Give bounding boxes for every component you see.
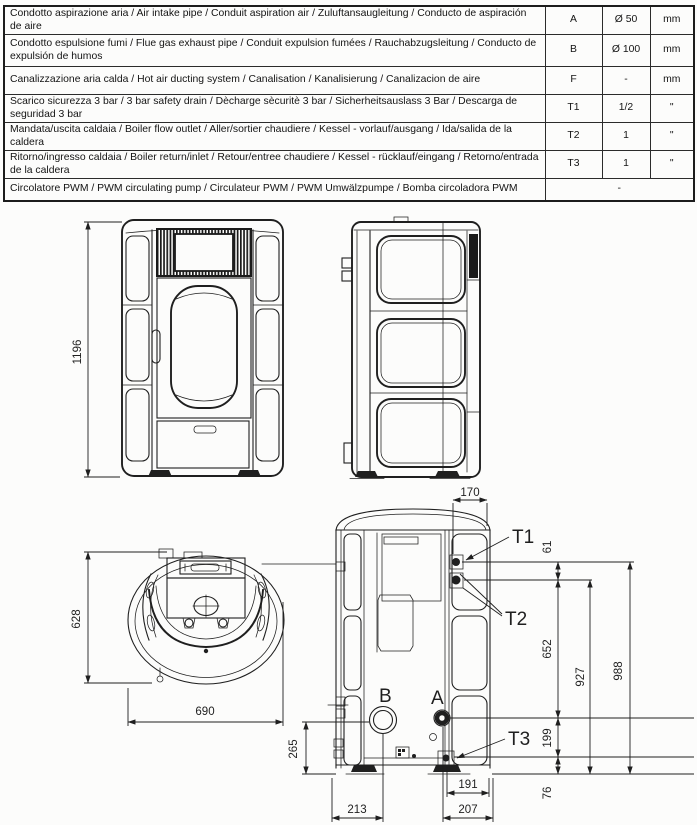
ash-drawer — [157, 421, 249, 468]
spec-code: T2 — [545, 123, 602, 151]
table-row — [4, 123, 694, 151]
spec-code: T1 — [545, 95, 602, 123]
spec-value: 1 — [602, 123, 650, 151]
dim-rear-76 — [542, 757, 558, 799]
spec-value: 1/2 — [602, 95, 650, 123]
dim-top-width — [128, 602, 283, 726]
dim-label-191: 191 — [458, 779, 478, 791]
foot — [148, 470, 172, 477]
spec-description: Condotto espulsione fumi / Flue gas exhaust pipe / Conduit expulsion fumées / Rauchabzugsleitung / Conducto de expulsión de humos — [4, 35, 545, 67]
side-handle — [254, 574, 269, 640]
fire-door — [152, 278, 251, 418]
spec-unit: mm — [650, 67, 694, 95]
rear-slot — [469, 234, 478, 278]
control-panel — [167, 558, 245, 578]
table-row — [4, 95, 694, 123]
foot — [237, 470, 261, 477]
dim-rear-207 — [443, 727, 493, 822]
table-row — [4, 151, 694, 179]
dim-label-depth: 628 — [71, 609, 83, 629]
spec-value: Ø 100 — [602, 35, 650, 67]
label-a: A — [431, 688, 444, 709]
dim-rear-61 — [542, 541, 558, 580]
side-handle — [143, 574, 158, 640]
dim-label-988: 988 — [613, 661, 625, 681]
hinge — [219, 619, 227, 627]
table-row — [4, 67, 694, 95]
label-t3: T3 — [508, 729, 531, 750]
dim-front-height — [72, 222, 122, 477]
front-view — [122, 220, 283, 477]
foot — [355, 471, 378, 477]
dim-label-61: 61 — [542, 540, 554, 554]
dim-label-76: 76 — [542, 786, 554, 800]
spec-code: T3 — [545, 151, 602, 179]
dim-rear-199 — [542, 718, 558, 757]
table-row — [4, 35, 694, 67]
spec-description: Scarico sicurezza 3 bar / 3 bar safety drain / Dècharge sècuritè 3 bar / Sicherheitsauslass 3 Bar / Descarga de seguridad 3 bar — [4, 95, 545, 123]
rear-view — [262, 509, 490, 774]
dim-label-207: 207 — [458, 804, 478, 816]
dim-label-213: 213 — [347, 804, 367, 816]
spec-unit: " — [650, 151, 694, 179]
spec-table — [3, 5, 695, 202]
air-intake-a — [434, 710, 450, 726]
spec-value: 1 — [602, 151, 650, 179]
spec-unit: " — [650, 123, 694, 151]
dim-rear-988 — [613, 562, 630, 774]
air-grille — [157, 229, 251, 276]
door-handle — [152, 330, 160, 363]
foot — [435, 471, 460, 477]
dim-label-927: 927 — [575, 667, 587, 687]
spec-description: Mandata/uscita caldaia / Boiler flow outlet / Aller/sortier chaudiere / Kessel - vorlauf/ausgang / Ida/salida de la caldera — [4, 123, 545, 151]
spec-description: Condotto aspirazione aria / Air intake pipe / Conduit aspiration air / Zuluftansaugleitung / Conducto de aspiración de aire — [4, 6, 545, 35]
spec-value: - — [602, 67, 650, 95]
dim-rear-652 — [542, 580, 558, 718]
spec-value: Ø 50 — [602, 6, 650, 35]
technical-drawing — [0, 180, 697, 825]
dim-label-width: 690 — [195, 706, 215, 718]
dim-rear-927 — [575, 580, 590, 774]
dim-label-170: 170 — [460, 487, 480, 499]
spec-code: A — [545, 6, 602, 35]
dim-label-265: 265 — [288, 739, 300, 759]
dim-label-652: 652 — [542, 639, 554, 659]
label-t1: T1 — [512, 527, 535, 548]
table-row — [4, 6, 694, 35]
terminal-block — [396, 747, 416, 758]
hinge — [185, 619, 193, 627]
spec-description: Canalizzazione aria calda / Hot air ducting system / Canalisation / Kanalisierung / Canalizacion de aire — [4, 67, 545, 95]
label-b: B — [379, 686, 392, 707]
foot — [351, 765, 377, 772]
spec-code: B — [545, 35, 602, 67]
dim-rear-170 — [453, 487, 487, 554]
spec-unit: " — [650, 95, 694, 123]
spec-unit: mm — [650, 6, 694, 35]
dim-label-199: 199 — [542, 728, 554, 748]
spec-code: F — [545, 67, 602, 95]
spec-unit: mm — [650, 35, 694, 67]
side-view — [342, 217, 480, 479]
top-view — [128, 549, 284, 684]
label-t2: T2 — [505, 609, 528, 630]
spec-description: Ritorno/ingresso caldaia / Boiler return/inlet / Retour/entree chaudiere / Kessel - rücklauf/eingang / Retorno/entrada de la caldera — [4, 151, 545, 179]
spec-description: Circolatore PWM / PWM circulating pump / Circulateur PWM / PWM Umwälzpumpe / Bomba circoladora PWM — [4, 179, 545, 202]
pellet-lid — [167, 578, 245, 628]
dim-label-height: 1196 — [72, 339, 84, 365]
flue-outlet-b — [370, 707, 397, 734]
spec-value: - — [545, 179, 694, 202]
